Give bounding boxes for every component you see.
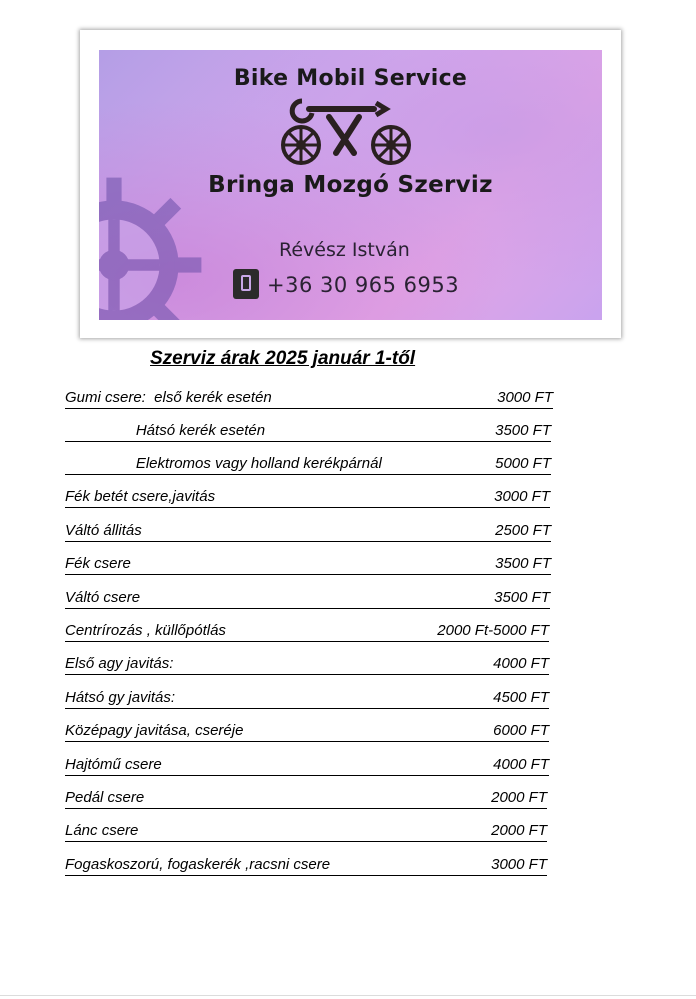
price-row xyxy=(65,486,550,508)
service-label: Lánc csere xyxy=(65,822,139,839)
service-price: 3000 FT xyxy=(497,389,553,406)
service-label: Pedál csere xyxy=(65,789,145,806)
service-label: Centrírozás , küllőpótlás xyxy=(65,622,226,639)
service-label: Első agy javitás: xyxy=(65,655,174,672)
price-row xyxy=(65,653,549,675)
price-row xyxy=(65,387,553,409)
service-label: Hátsó gy javitás: xyxy=(65,689,176,706)
price-row xyxy=(65,820,547,842)
price-row xyxy=(65,720,549,742)
service-label: Elektromos vagy holland kerékpárnál xyxy=(65,455,382,472)
service-price: 4500 FT xyxy=(493,689,549,706)
price-row xyxy=(65,520,551,542)
page-bottom-divider xyxy=(0,995,696,996)
service-price: 4000 FT xyxy=(493,756,549,773)
service-price: 3500 FT xyxy=(495,555,551,572)
service-price: 2000 Ft-5000 FT xyxy=(437,622,549,639)
service-label: Középagy javitása, cseréje xyxy=(65,722,244,739)
service-price: 3500 FT xyxy=(494,589,550,606)
price-row xyxy=(65,854,547,876)
service-label: Hajtómű csere xyxy=(65,756,162,773)
price-row xyxy=(65,687,549,709)
card-title-hungarian: Bringa Mozgó Szerviz xyxy=(208,172,493,198)
price-row xyxy=(65,787,547,809)
price-list-heading: Szerviz árak 2025 január 1-től xyxy=(150,348,416,369)
phone-number: +36 30 965 6953 xyxy=(267,273,460,297)
service-price: 3500 FT xyxy=(495,422,551,439)
price-row xyxy=(65,453,551,475)
service-price: 3000 FT xyxy=(494,488,550,505)
service-label: Gumi csere: első kerék esetén xyxy=(65,389,272,406)
service-label: Váltó csere xyxy=(65,589,141,606)
service-price: 2000 FT xyxy=(491,789,547,806)
service-label: Fogaskoszorú, fogaskerék ,racsni csere xyxy=(65,856,331,873)
service-price: 4000 FT xyxy=(493,655,549,672)
service-price: 6000 FT xyxy=(493,722,549,739)
card-title-english: Bike Mobil Service xyxy=(233,66,468,91)
price-row xyxy=(65,587,550,609)
service-label: Fék betét csere,javitás xyxy=(65,488,216,505)
service-label: Váltó állitás xyxy=(65,522,142,539)
price-row xyxy=(65,420,551,442)
price-row xyxy=(65,754,549,776)
service-price: 2500 FT xyxy=(495,522,551,539)
owner-name: Révész István xyxy=(279,239,410,261)
service-price: 2000 FT xyxy=(491,822,547,839)
service-price: 5000 FT xyxy=(495,455,551,472)
service-price: 3000 FT xyxy=(491,856,547,873)
price-row xyxy=(65,553,551,575)
service-label: Fék csere xyxy=(65,555,131,572)
price-row xyxy=(65,620,549,642)
service-label: Hátsó kerék esetén xyxy=(65,422,266,439)
